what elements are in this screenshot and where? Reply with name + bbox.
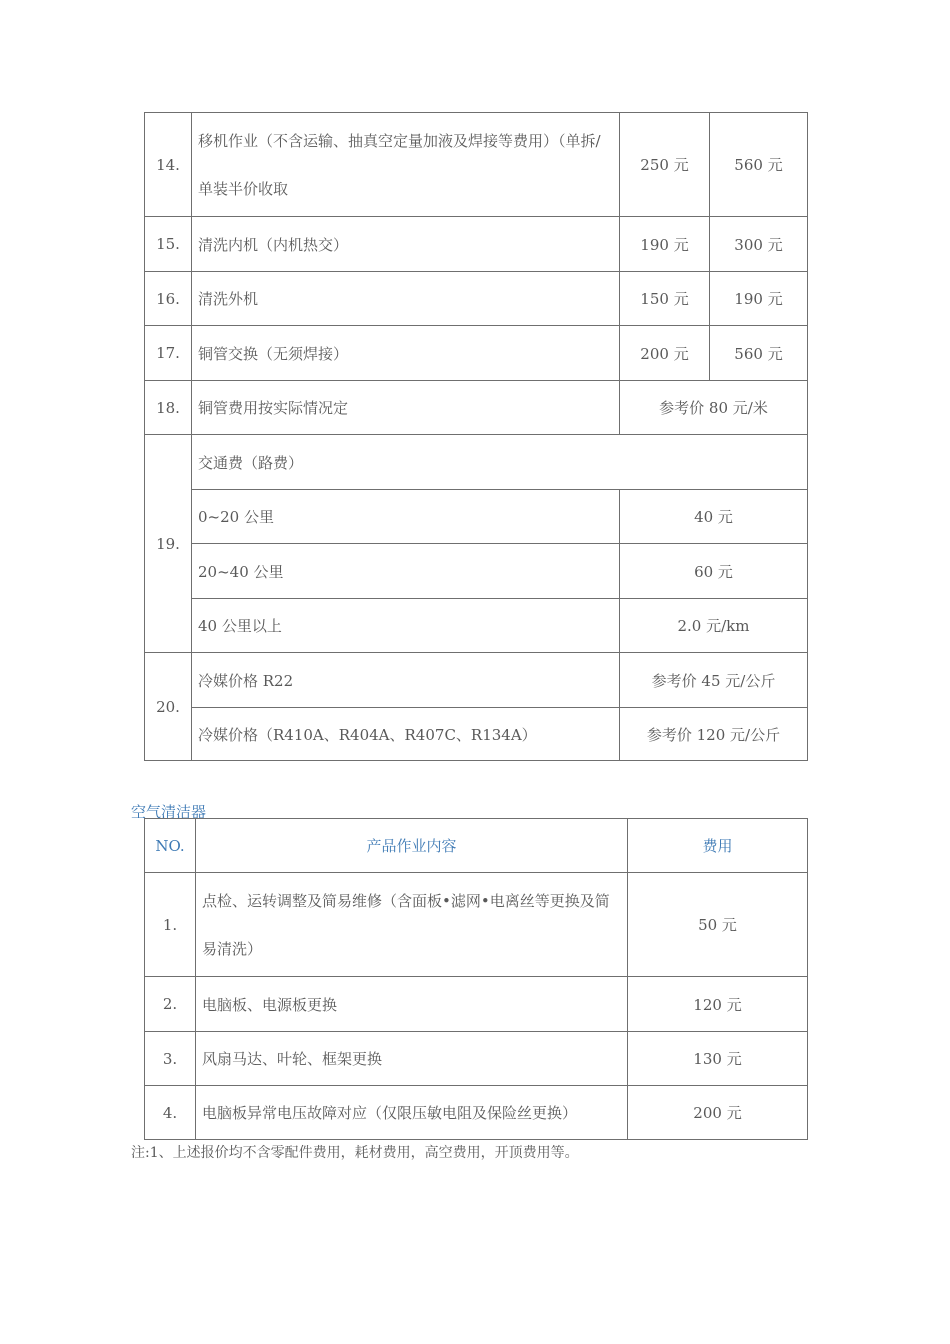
header-no: NO. <box>145 819 196 873</box>
row-price: 参考价 80 元/米 <box>620 381 808 435</box>
row-fee: 130 元 <box>628 1032 808 1086</box>
repair-price-table <box>144 112 808 761</box>
row-fee: 50 元 <box>628 873 808 977</box>
table-row <box>145 1086 808 1140</box>
row-number: 18. <box>145 381 192 435</box>
row-number: 16. <box>145 272 192 326</box>
row-item: 电脑板、电源板更换 <box>196 977 628 1032</box>
traffic-title: 交通费（路费） <box>192 435 808 490</box>
air-purifier-price-table <box>144 818 808 1140</box>
row-price-b: 300 元 <box>710 217 808 272</box>
row-price-a: 190 元 <box>620 217 710 272</box>
table-row <box>145 708 808 761</box>
row-item: 清洗内机（内机热交） <box>192 217 620 272</box>
row-price-b: 190 元 <box>710 272 808 326</box>
row-number: 20. <box>145 653 192 761</box>
row-price: 2.0 元/km <box>620 599 808 653</box>
row-fee: 200 元 <box>628 1086 808 1140</box>
table-row <box>145 653 808 708</box>
row-item: 0~20 公里 <box>192 490 620 544</box>
row-price-a: 150 元 <box>620 272 710 326</box>
row-item: 移机作业（不含运输、抽真空定量加液及焊接等费用）（单拆/单装半价收取 <box>192 113 620 217</box>
table-row <box>145 544 808 599</box>
row-price: 60 元 <box>620 544 808 599</box>
row-item: 冷媒价格（R410A、R404A、R407C、R134A） <box>192 708 620 761</box>
row-item: 铜管交换（无须焊接） <box>192 326 620 381</box>
table-row <box>145 381 808 435</box>
table-row <box>145 977 808 1032</box>
row-item: 清洗外机 <box>192 272 620 326</box>
row-item: 风扇马达、叶轮、框架更换 <box>196 1032 628 1086</box>
footnote: 注:1、上述报价均不含零配件费用，耗材费用，高空费用，开顶费用等。 <box>131 1145 579 1161</box>
table-row <box>145 1032 808 1086</box>
table-row <box>145 599 808 653</box>
header-fee: 费用 <box>628 819 808 873</box>
row-item: 20~40 公里 <box>192 544 620 599</box>
table-header-row <box>145 819 808 873</box>
row-price-a: 200 元 <box>620 326 710 381</box>
row-item: 电脑板异常电压故障对应（仅限压敏电阻及保险丝更换） <box>196 1086 628 1140</box>
table-row <box>145 217 808 272</box>
row-item: 冷媒价格 R22 <box>192 653 620 708</box>
row-price: 40 元 <box>620 490 808 544</box>
row-price-b: 560 元 <box>710 113 808 217</box>
header-content: 产品作业内容 <box>196 819 628 873</box>
table-row <box>145 435 808 490</box>
table-row <box>145 326 808 381</box>
table-row <box>145 490 808 544</box>
row-price-b: 560 元 <box>710 326 808 381</box>
row-number: 4. <box>145 1086 196 1140</box>
row-item: 40 公里以上 <box>192 599 620 653</box>
row-number: 19. <box>145 435 192 653</box>
row-price: 参考价 120 元/公斤 <box>620 708 808 761</box>
row-price-a: 250 元 <box>620 113 710 217</box>
row-item: 点检、运转调整及简易维修（含面板•滤网•电离丝等更换及简易清洗） <box>196 873 628 977</box>
row-number: 17. <box>145 326 192 381</box>
section-title: 空气清洁器 <box>131 803 207 821</box>
row-number: 1. <box>145 873 196 977</box>
row-number: 2. <box>145 977 196 1032</box>
row-price: 参考价 45 元/公斤 <box>620 653 808 708</box>
table-row <box>145 272 808 326</box>
row-fee: 120 元 <box>628 977 808 1032</box>
row-item: 铜管费用按实际情况定 <box>192 381 620 435</box>
row-number: 15. <box>145 217 192 272</box>
table-row <box>145 873 808 977</box>
row-number: 14. <box>145 113 192 217</box>
row-number: 3. <box>145 1032 196 1086</box>
table-row <box>145 113 808 217</box>
